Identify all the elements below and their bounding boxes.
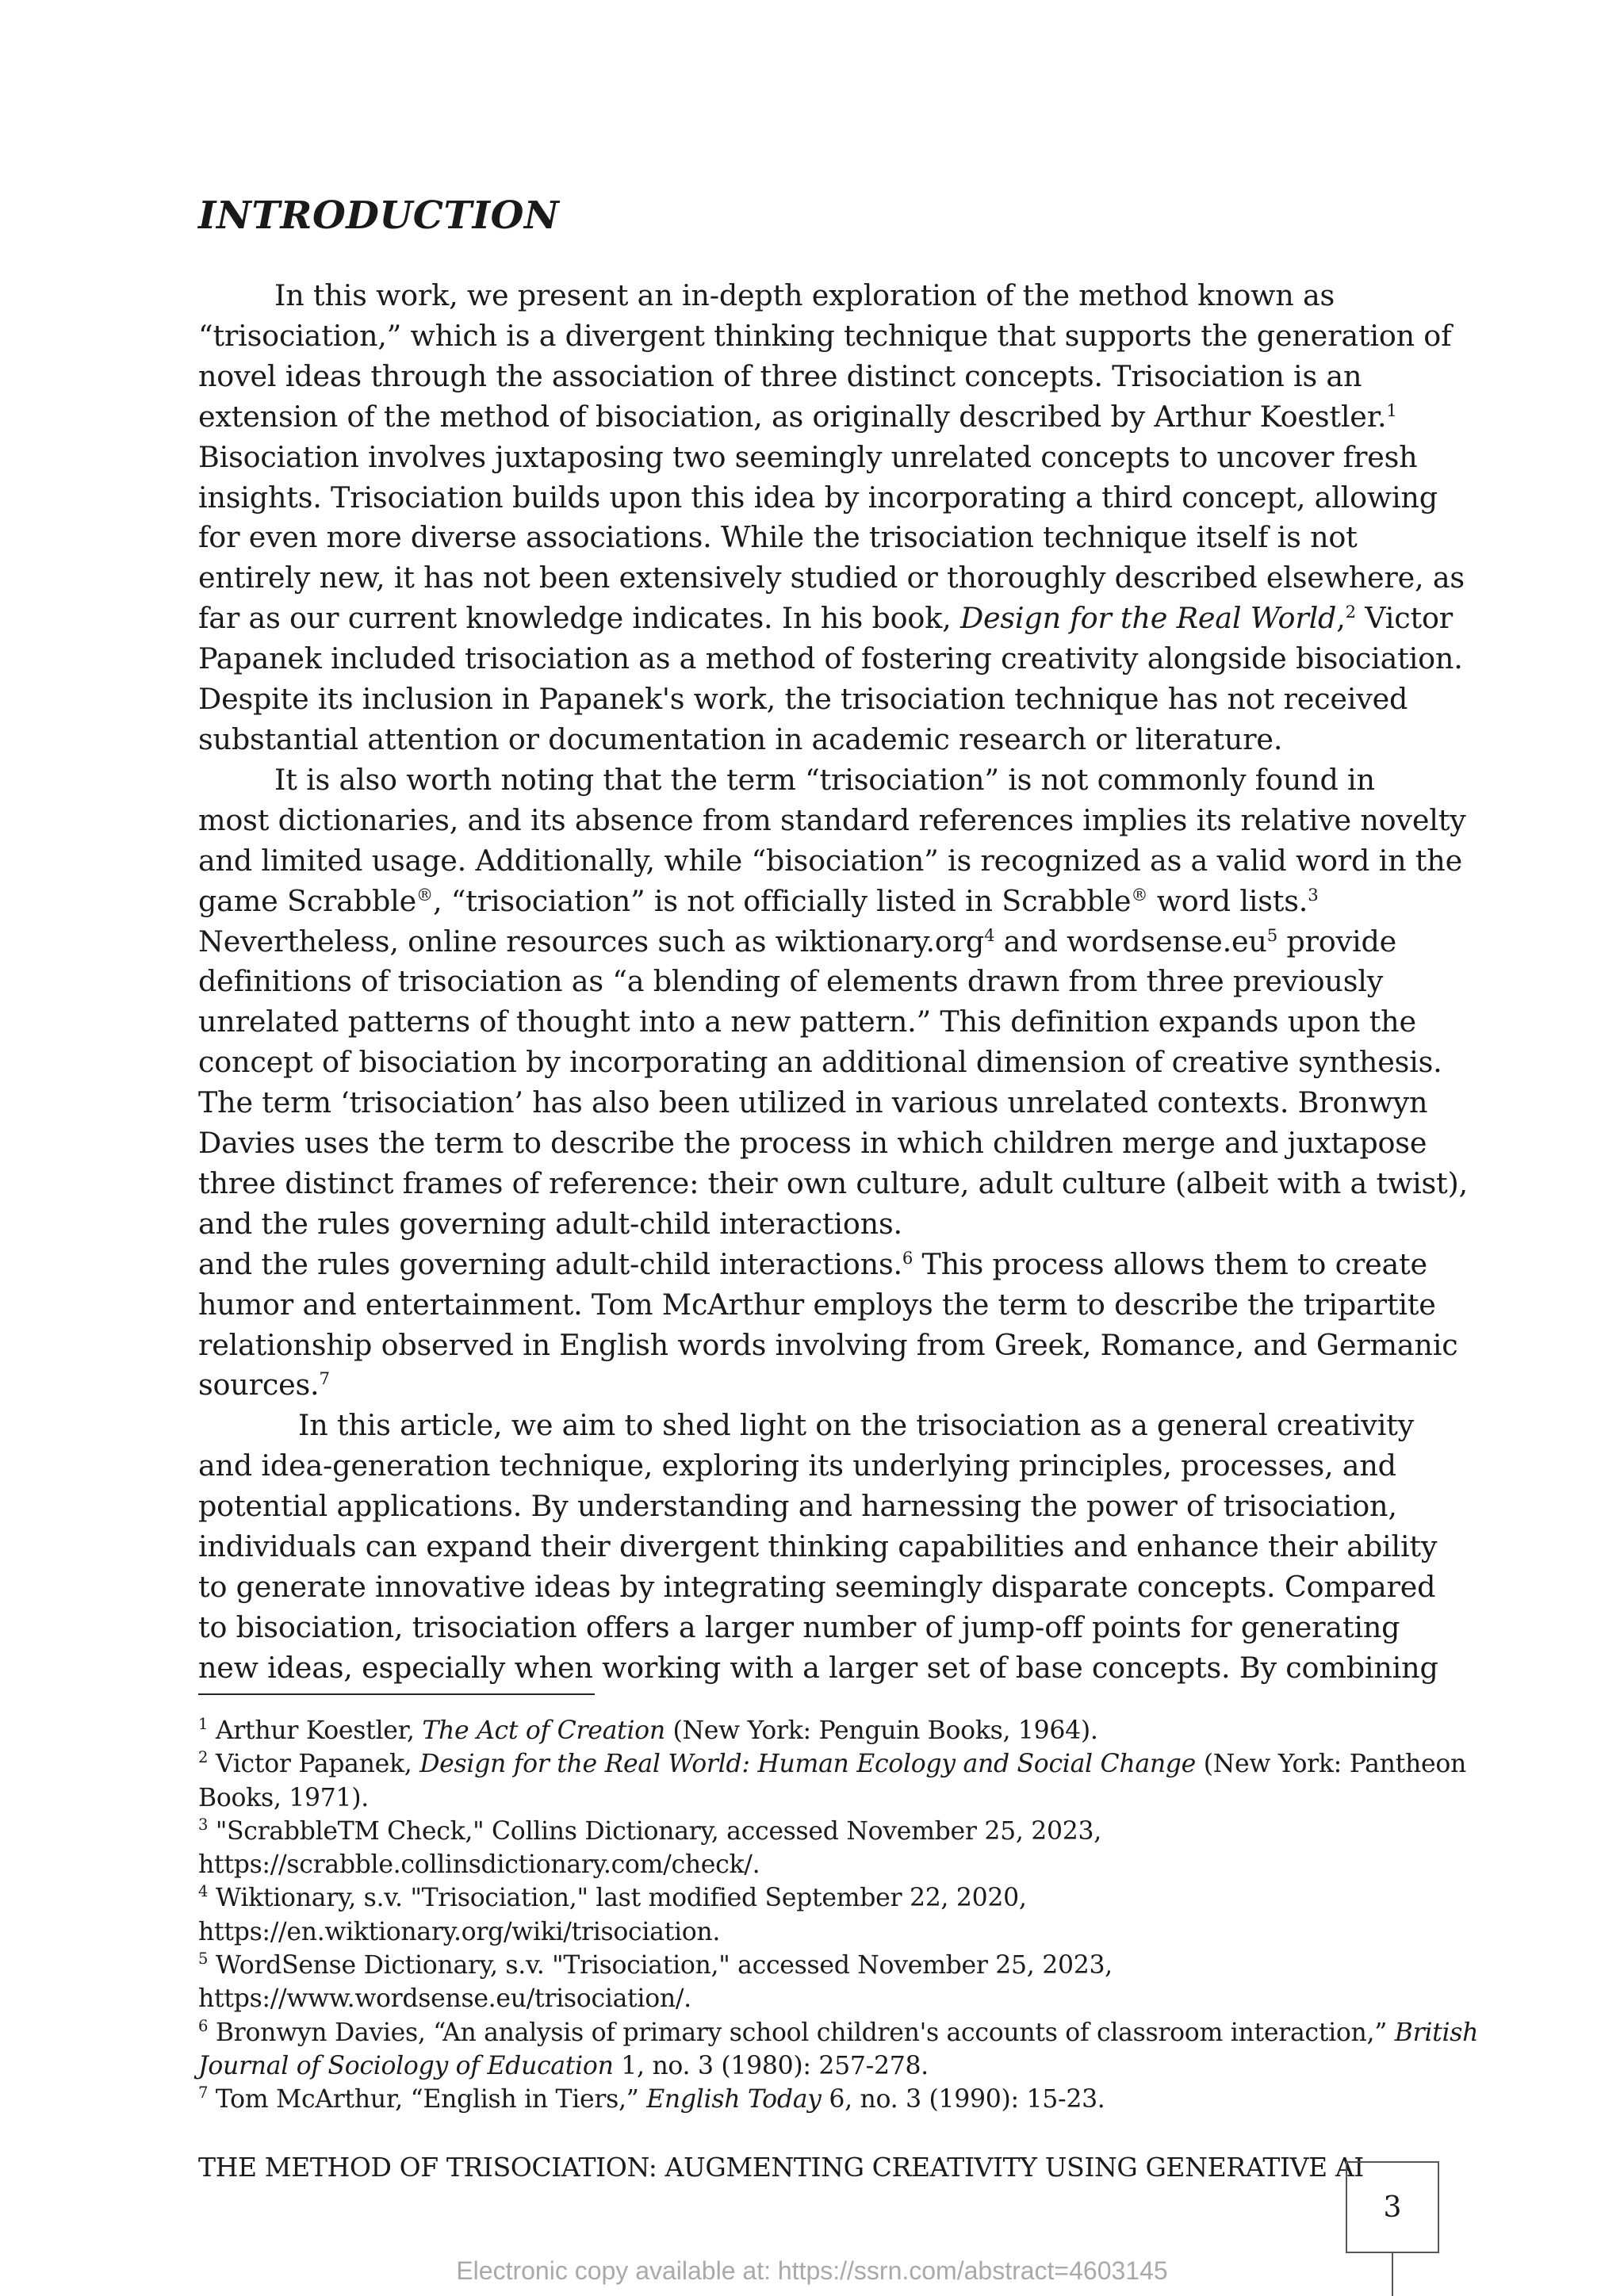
footnote: $^1$ Arthur Koestler, The Act of Creation (New York: Penguin Books, 1964). [198,1714,1098,1745]
footnote-ref: 7 [319,1368,330,1389]
footnote-url[interactable]: https://www.wordsense.eu/trisociation/. [198,1984,691,2014]
paragraph: In this work, we present an in-depth exploration of the method known as “trisociation,” which is a divergent thinking technique that supports the generation of novel ideas through the association of three distinct concepts. Trisociation is an extension of the method of bisociation, as originally described by Arthur Koestler.$^1$ Bisociation involves juxtaposing two seemingly unrelated concepts to uncover fresh insights. Trisociation builds upon this idea by incorporating a third concept, allowing for even more diverse associations. While the trisociation technique itself is not entirely new, it has not been extensively studied or thoroughly described elsewhere, as far as our current knowledge indicates. In his book, Design for the Real World,$^2$ Victor Papanek included trisociation as a method of fostering creativity alongside bisociation. Despite its inclusion in Papanek's work, the trisociation technique has not received substantial attention or documentation in academic research or literature. [198,278,1465,756]
footnote-ref: 6 [902,1247,914,1268]
footnote-url[interactable]: https://scrabble.collinsdictionary.com/check/. [198,1850,760,1880]
watermark[interactable]: Electronic copy available at: https://ssrn.com/abstract=4603145 [456,2256,1168,2285]
paragraph: In this article, we aim to shed light on the trisociation as a general creativity and idea-generation technique, exploring its underlying principles, processes, and potential applications. By understanding and harnessing the power of trisociation, individuals can expand their divergent thinking capabilities and enhance their ability to generate innovative ideas by integrating seemingly disparate concepts. Compared to bisociation, trisociation offers a larger number of jump-off points for generating new ideas, especially when working with a larger set of base concepts. By combining [198,1408,1438,1685]
body-text [198,276,1468,1689]
footnote: $^3$ "ScrabbleTM Check," Collins Dictionary, accessed November 25, 2023, [198,1815,1101,1846]
footnote-divider [198,1693,595,1695]
footnote-ref: 2 [1345,602,1356,622]
registered-mark: ® [1131,884,1148,905]
footnote-ref: 1 [1386,400,1397,420]
footnote-url[interactable]: https://en.wiktionary.org/wiki/trisociation. [198,1917,721,1946]
footnote: $^4$ Wiktionary, s.v. "Trisociation," last modified September 22, 2020, [198,1882,1027,1913]
footnote: $^5$ WordSense Dictionary, s.v. "Trisociation," accessed November 25, 2023, [198,1949,1113,1980]
book-title: Design for the Real World [959,601,1337,636]
paragraph: It is also worth noting that the term “trisociation” is not commonly found in most dictionaries, and its absence from standard references implies its relative novelty and limited usage. Additionally, while “bisociation” is recognized as a valid word in the game Scrabble®, “trisociation” is not officially listed in Scrabble® word lists.$^3$ Nevertheless, online resources such as wiktionary.org$^4$ and $wordsense.eu^5$ provide definitions of trisociation as “a blending of elements drawn from three previously unrelated patterns of thought into a new pattern.” This definition expands upon the concept of bisociation by incorporating an additional dimension of creative synthesis. The term ‘trisociation’ has also been utilized in various unrelated contexts. Bronwyn Davies uses the term to describe the process in which children merge and juxtapose three distinct frames of reference: their own culture, adult culture (albeit with a twist), and the rules governing adult-child interactions. and the rules governing adult-child interactions.$^6$ This process allows them to create humor and entertainment. Tom McArthur employs the term to describe the tripartite relationship observed in English words involving from Greek, Romance, and Germanic sources.$^7$ [198,762,1468,1402]
running-title: THE METHOD OF TRISOCIATION: AUGMENTING CREATIVITY USING GENERATIVE AI [198,2152,1364,2183]
footnote-ref: 3 [1308,884,1319,905]
footnote: $^7$ Tom McArthur, “English in Tiers,” English Today 6, no. 3 (1990): 15-23. [198,2084,1105,2114]
page-number: 3 [1346,2161,1439,2253]
registered-mark: ® [416,884,433,905]
footnote: $^2$ Victor Papanek, Design for the Real World: Human Ecology and Social Change (New York: Pantheon [198,1748,1466,1779]
footnote-ref: 4 [984,924,995,945]
footnote-ref: 5 [1266,924,1277,945]
footnotes: $^1$ Arthur Koestler, The Act of Creation (New York: Penguin Books, 1964). $^2$ Victor Papanek, Design for the Real World: Human Ecology and Social Change (New York: Pantheon Books, 1971). $^3$ "ScrabbleTM Check," Collins Dictionary, accessed November 25, 2023, https://scrabble.collinsdictionary.com/check/. $^4$ Wiktionary, s.v. "Trisociation," last modified September 22, 2020, https://en.wiktionary.org/wiki/trisociation. $^5$ WordSense Dictionary, s.v. "Trisociation," accessed November 25, 2023, https://www.wordsense.eu/trisociation/. $^6$ Bronwyn Davies, “An analysis of primary school children's accounts of classroom interaction,” British Journal of Sociology of Education 1, no. 3 (1980): 257-278. $^7$ Tom McArthur, “English in Tiers,” English Today 6, no. 3 (1990): 15-23. [198,1714,1443,2117]
section-heading: INTRODUCTION [198,193,560,238]
footnote: $^6$ Bronwyn Davies, “An analysis of primary school children's accounts of classroom interaction,” British [198,2016,1479,2047]
